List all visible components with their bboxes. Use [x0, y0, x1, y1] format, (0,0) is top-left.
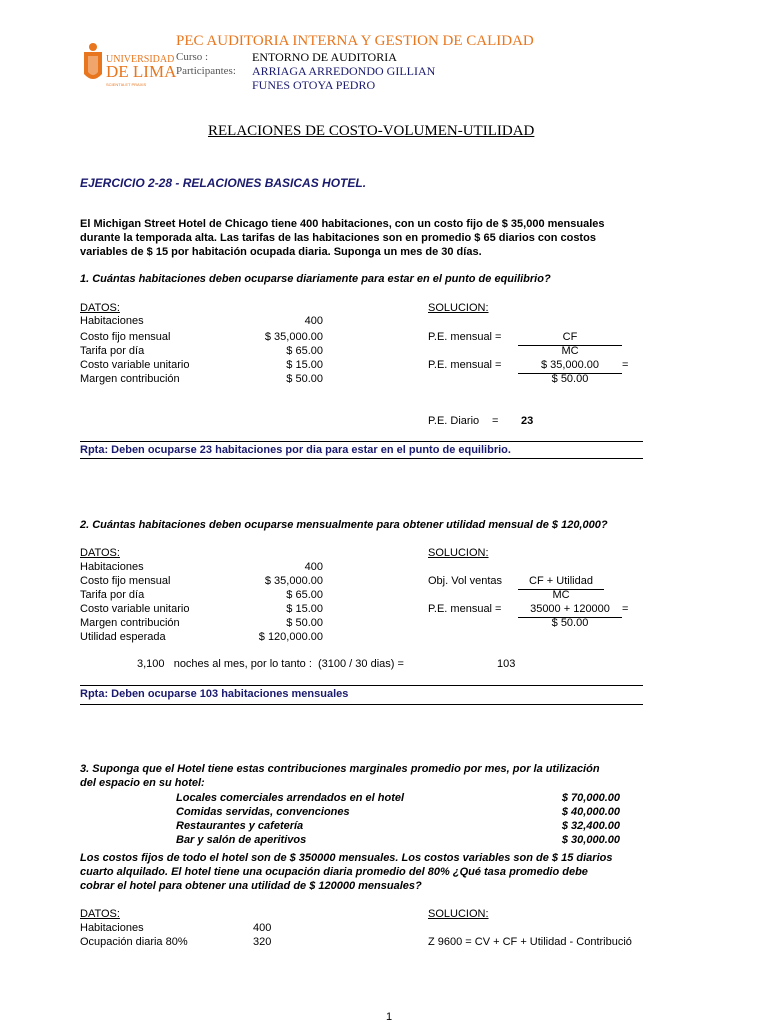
q2-row-value: $ 120,000.00: [258, 631, 323, 643]
q2-calc-text: 3,100 noches al mes, por lo tanto : (3100 / 30 dias) =: [137, 658, 404, 670]
q1-pe-numerator-2: $ 35,000.00: [540, 359, 600, 371]
rpta-bottom-line: [80, 458, 643, 459]
curso-label: Curso :: [176, 51, 209, 63]
q1-pe-denominator-2: $ 50.00: [551, 373, 589, 385]
q2-obj-numerator: CF + Utilidad: [529, 575, 593, 587]
q1-pe-numerator-1: CF: [562, 331, 578, 343]
q2-row-value: $ 50.00: [286, 617, 323, 629]
logo-motto: SCIENTIA ET PRAXIS: [106, 82, 147, 87]
intro-line-3: variables de $ 15 por habitación ocupada diaria. Suponga un mes de 30 días.: [80, 246, 482, 258]
q1-pe-denominator-1: MC: [561, 345, 579, 357]
q3-question-line-2: del espacio en su hotel:: [80, 777, 205, 789]
q3-formula: Z 9600 = CV + CF + Utilidad - Contribució: [428, 936, 632, 948]
q3-row-label: Habitaciones: [80, 922, 144, 934]
participante-2: FUNES OTOYA PEDRO: [252, 78, 376, 92]
q1-solucion-label: SOLUCION:: [428, 302, 489, 314]
q2-row-value: 400: [304, 561, 323, 573]
q1-diario-label: P.E. Diario: [428, 415, 480, 427]
q3-row-value: 320: [253, 936, 272, 948]
q2-row-value: $ 65.00: [286, 589, 323, 601]
q2-row-label: Costo variable unitario: [80, 603, 190, 615]
q2-pe-denominator: $ 50.00: [551, 617, 589, 629]
q3-item-value: $ 32,400.00: [561, 820, 620, 832]
rpta-top-line: [80, 441, 643, 442]
q2-calc-value: 103: [497, 658, 516, 670]
q3-text-line-2: cuarto alquilado. El hotel tiene una ocupación diaria promedio del 80% ¿Qué tasa promedio debe: [80, 866, 588, 878]
q2-row-label: Utilidad esperada: [80, 631, 166, 643]
university-logo: [80, 38, 175, 94]
rpta-top-line: [80, 685, 643, 686]
q2-obj-label: Obj. Vol ventas: [428, 575, 502, 587]
q1-question: 1. Cuántas habitaciones deben ocuparse diariamente para estar en el punto de equilibrio?: [80, 273, 551, 285]
q1-row-value: 400: [304, 315, 323, 327]
q2-question: 2. Cuántas habitaciones deben ocuparse mensualmente para obtener utilidad mensual de $ 120,000?: [80, 519, 608, 531]
intro-line-1: El Michigan Street Hotel de Chicago tiene 400 habitaciones, con un costo fijo de $ 35,000 mensuales: [80, 218, 605, 230]
q1-pe-label-1: P.E. mensual =: [428, 331, 502, 343]
q3-row-label: Ocupación diaria 80%: [80, 936, 188, 948]
q1-row-label: Costo variable unitario: [80, 359, 190, 371]
q1-row-label: Tarifa por día: [80, 345, 145, 357]
q2-obj-denominator: MC: [552, 589, 570, 601]
q3-item-label: Locales comerciales arrendados en el hotel: [176, 792, 405, 804]
q2-row-label: Costo fijo mensual: [80, 575, 171, 587]
rpta-bottom-line: [80, 704, 643, 705]
q3-item-value: $ 40,000.00: [561, 806, 620, 818]
participantes-label: Participantes:: [176, 65, 236, 77]
intro-line-2: durante la temporada alta. Las tarifas de las habitaciones son en promedio $ 65 diarios con costos: [80, 232, 596, 244]
q1-row-label: Habitaciones: [80, 315, 144, 327]
q3-solucion-label: SOLUCION:: [428, 908, 489, 920]
q3-item-value: $ 30,000.00: [561, 834, 620, 846]
participante-1: ARRIAGA ARREDONDO GILLIAN: [252, 64, 436, 78]
page-number: 1: [386, 1011, 393, 1023]
q3-datos-label: DATOS:: [80, 908, 120, 920]
q3-row-value: 400: [253, 922, 272, 934]
q2-pe-numerator: 35000 + 120000: [530, 603, 610, 615]
q3-item-label: Bar y salón de aperitivos: [176, 834, 307, 846]
logo-line-1: UNIVERSIDAD: [106, 54, 175, 65]
q1-datos-label: DATOS:: [80, 302, 120, 314]
q1-diario-equals: =: [492, 415, 499, 427]
q2-pe-label: P.E. mensual =: [428, 603, 502, 615]
q1-row-value: $ 50.00: [286, 373, 323, 385]
q2-row-label: Habitaciones: [80, 561, 144, 573]
q1-pe-equals: =: [622, 359, 629, 371]
q1-diario-value: 23: [521, 415, 534, 427]
q3-item-value: $ 70,000.00: [561, 792, 620, 804]
q2-row-value: $ 15.00: [286, 603, 323, 615]
q2-row-value: $ 35,000.00: [264, 575, 323, 587]
header-title: PEC AUDITORIA INTERNA Y GESTION DE CALIDAD: [176, 33, 534, 49]
q2-row-label: Tarifa por día: [80, 589, 145, 601]
q1-row-label: Costo fijo mensual: [80, 331, 171, 343]
q1-row-value: $ 15.00: [286, 359, 323, 371]
q2-row-label: Margen contribución: [80, 617, 180, 629]
exercise-title: EJERCICIO 2-28 - RELACIONES BASICAS HOTEL.: [80, 176, 367, 190]
curso-value: ENTORNO DE AUDITORIA: [252, 50, 397, 64]
q1-row-label: Margen contribución: [80, 373, 180, 385]
q3-item-label: Restaurantes y cafetería: [176, 820, 304, 832]
q2-answer: Rpta: Deben ocuparse 103 habitaciones mensuales: [80, 688, 349, 700]
doc-title: RELACIONES DE COSTO-VOLUMEN-UTILIDAD: [208, 123, 535, 139]
q1-answer: Rpta: Deben ocuparse 23 habitaciones por dia para estar en el punto de equilibrio.: [80, 444, 511, 456]
q2-datos-label: DATOS:: [80, 547, 120, 559]
logo-line-2: DE LIMA: [106, 62, 177, 81]
q2-solucion-label: SOLUCION:: [428, 547, 489, 559]
q1-pe-label-2: P.E. mensual =: [428, 359, 502, 371]
q1-row-value: $ 35,000.00: [264, 331, 323, 343]
q3-question-line-1: 3. Suponga que el Hotel tiene estas contribuciones marginales promedio por mes, por la utilización: [80, 763, 600, 775]
q3-item-label: Comidas servidas, convenciones: [176, 806, 350, 818]
q2-pe-equals: =: [622, 603, 629, 615]
q1-row-value: $ 65.00: [286, 345, 323, 357]
q3-text-line-3: cobrar el hotel para obtener una utilidad de $ 120000 mensuales?: [80, 880, 422, 892]
q3-text-line-1: Los costos fijos de todo el hotel son de $ 350000 mensuales. Los costos variables son de $ 15 diarios: [80, 852, 613, 864]
